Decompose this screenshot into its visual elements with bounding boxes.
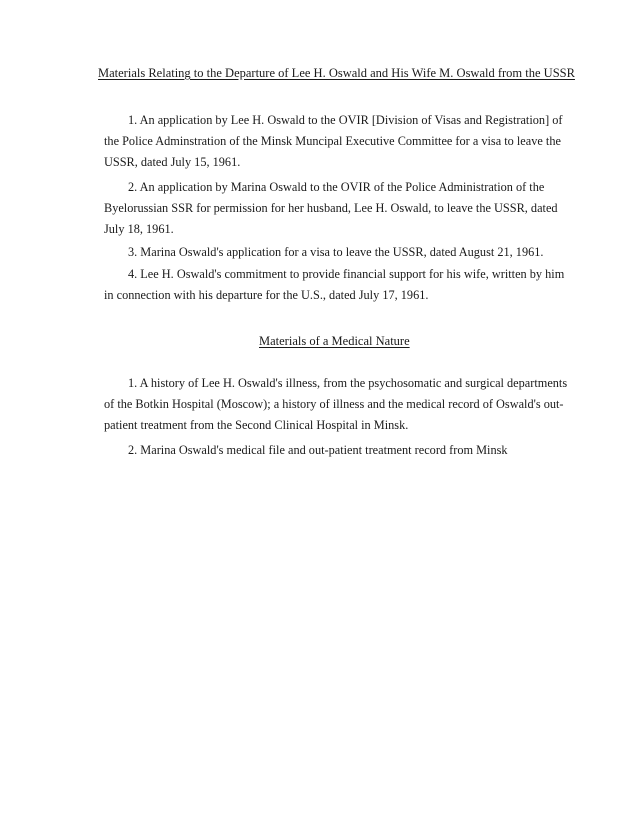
list-item: 1. A history of Lee H. Oswald's illness, from the psychosomatic and surgical departments of the Botkin Hospital (Moscow); a history of illness and the medical record of Oswald's out-patient treatment from the Second Clinical Hospital in Minsk. [104, 376, 568, 432]
section-heading-departure: Materials Relating to the Departure of Lee H. Oswald and His Wife M. Oswald from the USSR [98, 66, 575, 80]
list-item: 4. Lee H. Oswald's commitment to provide financial support for his wife, written by him in connection with his departure for the U.S., dated July 17, 1961. [104, 267, 565, 302]
list-item: 2. An application by Marina Oswald to the OVIR of the Police Administration of the Byelorussian SSR for permission for her husband, Lee H. Oswald, to leave the USSR, dated July 18, 1961. [104, 180, 558, 236]
list-item: 3. Marina Oswald's application for a visa to leave the USSR, dated August 21, 1961. [128, 245, 544, 259]
list-item: 1. An application by Lee H. Oswald to the OVIR [Division of Visas and Registration] of the Police Adminstration of the Minsk Muncipal Executive Committee for a visa to leave the USSR, dated July 15, 1961. [104, 113, 563, 169]
section-heading-medical: Materials of a Medical Nature [259, 334, 410, 348]
list-item: 2. Marina Oswald's medical file and out-patient treatment record from Minsk [128, 443, 508, 457]
